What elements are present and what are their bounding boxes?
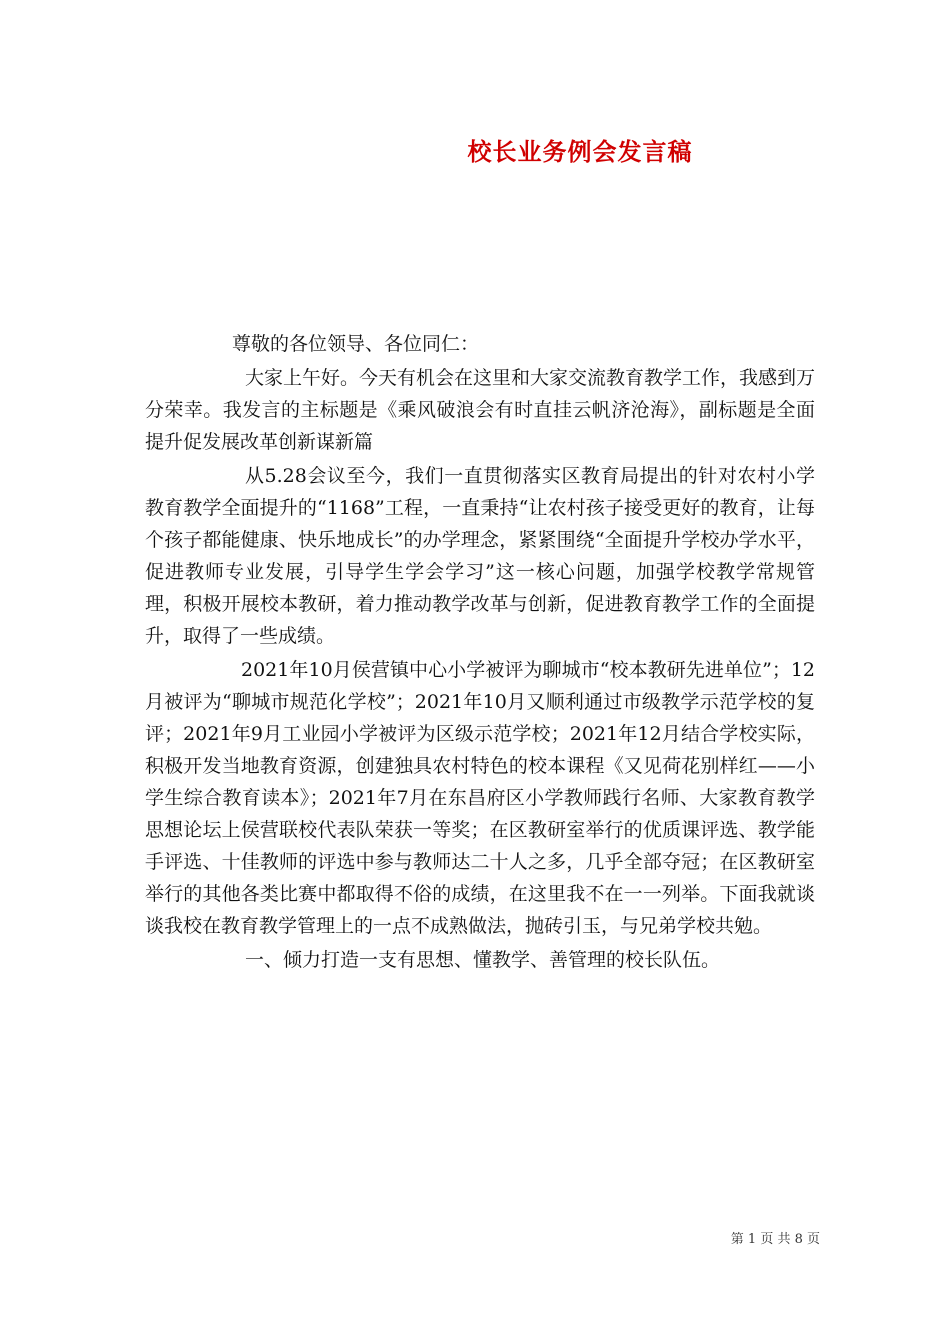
paragraph-work-summary: 从5.28会议至今，我们一直贯彻落实区教育局提出的针对农村小学教育教学全面提升的“1168”工程，一直秉持“让农村孩子接受更好的教育，让每个孩子都能健康、快乐地成长”的办学理念，紧紧围绕“全面提升学校办学水平，促进教师专业发展，引导学生学会学习”这一核心问题，加强学校教学常规管理，积极开展校本教研，着力推动教学改革与创新，促进教育教学工作的全面提升，取得了一些成绩。 (145, 465, 815, 647)
salutation: 尊敬的各位领导、各位同仁： (232, 333, 480, 355)
document-body (145, 328, 815, 978)
page-footer: 第 1 页 共 8 页 (730, 1232, 820, 1247)
paragraph-intro: 大家上午好。今天有机会在这里和大家交流教育教学工作，我感到万分荣幸。我发言的主标题是《乘风破浪会有时直挂云帆济沧海》，副标题是全面提升促发展改革创新谋新篇 (145, 367, 816, 453)
paragraph-achievements: 2021年10月侯营镇中心小学被评为聊城市“校本教研先进单位”；12月被评为“聊城市规范化学校”；2021年10月又顺利通过市级教学示范学校的复评；2021年9月工业园小学被评为区级示范学校；2021年12月结合学校实际，积极开发当地教育资源，创建独具农村特色的校本课程《又见荷花别样红——小学生综合教育读本》；2021年7月在东昌府区小学教师践行名师、大家教育教学思想论坛上侯营联校代表队荣获一等奖；在区教研室举行的优质课评选、教学能手评选、十佳教师的评选中参与教师达二十人之多，几乎全部夺冠；在区教研室举行的其他各类比赛中都取得不俗的成绩，在这里我不在一一列举。下面我就谈谈我校在教育教学管理上的一点不成熟做法，抛砖引玉，与兄弟学校共勉。 (145, 659, 815, 937)
document-title: 校长业务例会发言稿 (467, 137, 693, 166)
section-heading: 一、倾力打造一支有思想、懂教学、善管理的校长队伍。 (245, 949, 721, 971)
